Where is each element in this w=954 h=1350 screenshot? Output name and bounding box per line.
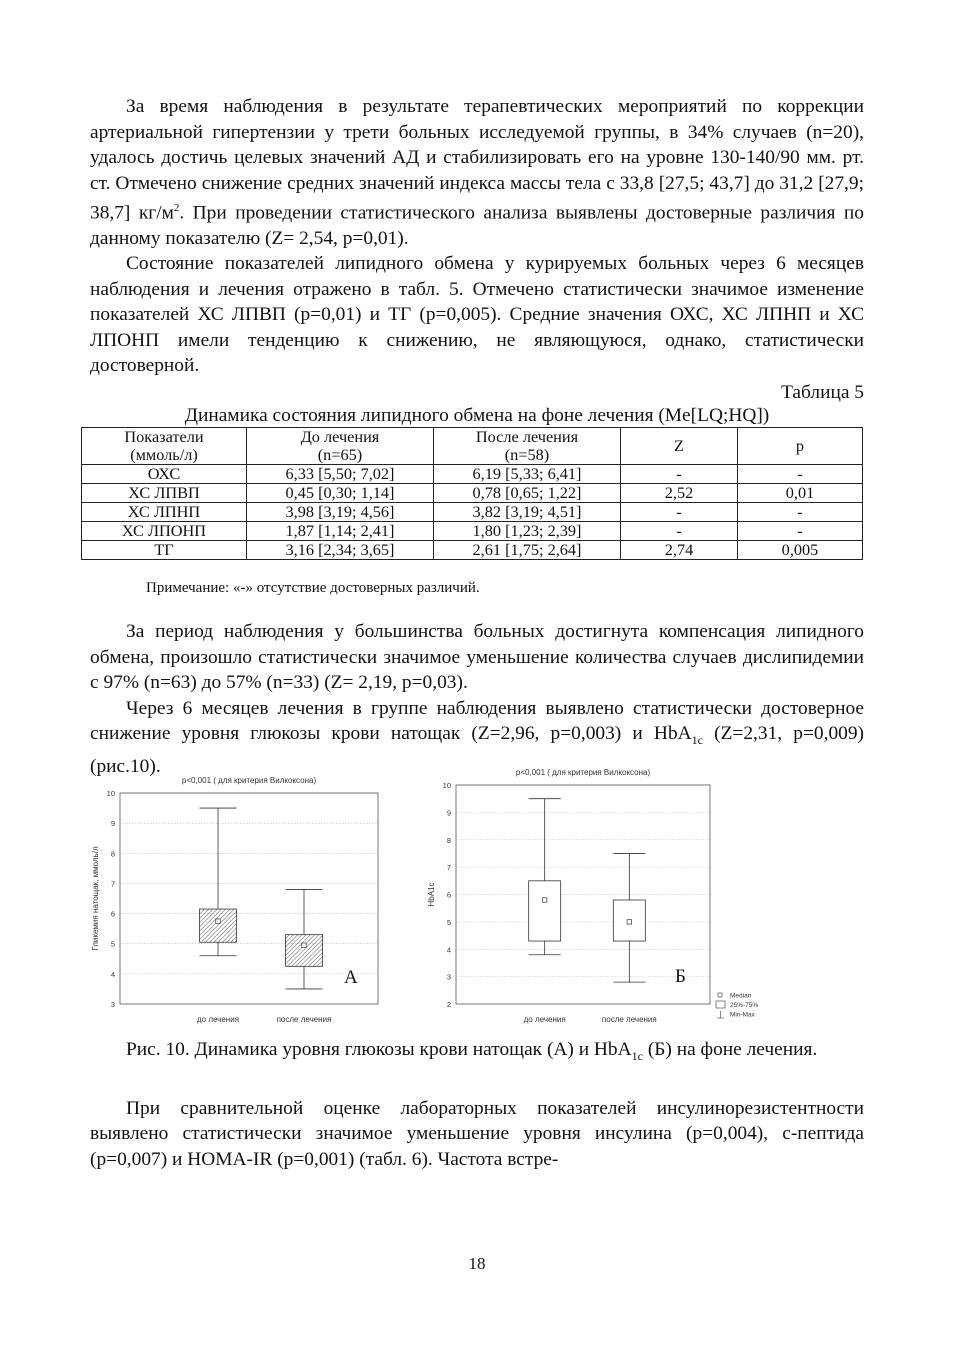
figure-10 [84,768,864,1037]
table-cell: 0,01 [738,483,863,502]
table-cell: ХС ЛПВП [82,483,247,502]
median-marker [302,943,306,947]
table-cell: 2,61 [1,75; 2,64] [434,540,621,559]
caption-text: Рис. 10. Динамика уровня глюкозы крови натощак (А) и HbA [126,1039,632,1061]
table-cell: - [621,502,738,521]
y-tick-label: 10 [106,789,115,799]
paragraph-lipids: Состояние показателей липидного обмена у курируемых больных через 6 месяцев наблюдения и лечения отражено в табл. 5. Отмечено статистически значимое изменение показателей ХС ЛПВП (p=0,01) и ТГ (p=0,005). Средние значения ОХС, ХС ЛПНП и ХС ЛПОНП имели тенденцию к снижению, не являющуюся, однако, статистически достоверной. [90,253,864,377]
header-after [434,427,621,464]
header-line: Показатели [124,426,204,446]
table-cell: 3,82 [3,19; 4,51] [434,502,621,521]
legend-label: 25%-75% [730,1002,759,1010]
table-cell: ОХС [82,464,247,483]
chart-title: p<0,001 ( для критерия Вилкоксона) [515,768,651,778]
table-cell: 3,98 [3,19; 4,56] [247,502,434,521]
iqr-box [200,909,237,942]
paragraph-insulin: При сравнительной оценке лабораторных показателей инсулинорезистентности выявлено статистически значимое уменьшение уровня инсулина (p=0,004), с-пептида (p=0,007) и HOMA-IR (p=0,001) (табл. 6). Частота встре- [90,1097,864,1170]
chart-glucose [84,776,394,1037]
y-tick-label: 4 [110,970,115,980]
table-cell: 1,87 [1,14; 2,41] [247,521,434,540]
y-tick-label: 7 [446,863,451,873]
table-row [82,464,863,483]
paragraph-text-tail: . При проведении статистического анализа выявлены достоверные различия по данному показателю (Z= 2,54, p=0,01). [90,202,864,249]
table-cell: 6,19 [5,33; 6,41] [434,464,621,483]
table-cell: - [621,464,738,483]
subscript: 1c [691,733,703,748]
median-marker [542,898,546,902]
table-row [82,521,863,540]
paragraph-dyslipidemia: За период наблюдения у большинства больных достигнута компенсация липидного обмена, произошло статистически значимое уменьшение количества случаев дислипидемии с 97% (n=63) до 57% (n=33) (Z= 2,19, p=0,03). [90,621,864,694]
plot-frame [120,793,378,1004]
table-cell: 3,16 [2,34; 3,65] [247,540,434,559]
header-line: (n=58) [504,444,550,464]
header-indicator [82,427,247,464]
y-tick-label: 2 [446,1000,451,1010]
y-tick-label: 3 [446,972,451,982]
chart-title: p<0,001 ( для критерия Вилкоксона) [181,776,317,786]
y-tick-label: 5 [110,940,115,950]
table-cell: ТГ [82,540,247,559]
figure-caption [90,1037,864,1069]
table-cell: ХС ЛПОНП [82,521,247,540]
y-tick-label: 6 [446,890,451,900]
superscript: 2 [173,202,180,214]
page-body [90,94,864,1172]
table-cell: - [738,464,863,483]
table-cell: ХС ЛПНП [82,502,247,521]
y-tick-label: 4 [446,945,451,955]
legend-median-marker [718,993,722,997]
x-tick-label: до лечения [523,1015,566,1025]
x-tick-label: после лечения [276,1015,332,1025]
table-cell: 0,45 [0,30; 1,14] [247,483,434,502]
table-note: Примечание: «-» отсутствие достоверных различий. [146,579,480,596]
paragraph-text: Через 6 месяцев лечения в группе наблюдения выявлено статистически достоверное снижение уровня глюкозы крови натощак (Z=2,96, p=0,003) и HbA [90,697,864,745]
y-tick-label: 9 [110,819,115,829]
table-cell: - [621,521,738,540]
panel-label: А [344,967,358,989]
table-header-row [82,427,863,464]
legend-box-marker [716,1001,725,1008]
paragraph-text-tail: (Z=2,31, p=0,009) (рис.10). [90,723,864,777]
panel-label: Б [675,966,686,988]
header-line: До лечения [300,426,380,446]
caption-text-tail: (Б) на фоне лечения. [642,1039,818,1061]
y-tick-label: 8 [446,836,451,846]
header-p: p [738,427,863,464]
y-tick-label: 5 [446,918,451,928]
table-cell: 1,80 [1,23; 2,39] [434,521,621,540]
lipid-table [81,427,863,560]
page-number: 18 [468,1254,486,1273]
chart-hba1c [420,768,860,1037]
header-line: После лечения [475,426,579,446]
y-tick-label: 8 [110,849,115,859]
header-line: (ммоль/л) [130,444,198,464]
table-cell: - [738,521,863,540]
table-cell: 6,33 [5,50; 7,02] [247,464,434,483]
y-tick-label: 9 [446,808,451,818]
table-cell: 0,005 [738,540,863,559]
y-tick-label: 7 [110,879,115,889]
table-row [82,483,863,502]
x-tick-label: до лечения [196,1015,240,1025]
iqr-box [286,935,323,967]
table-cell: 0,78 [0,65; 1,22] [434,483,621,502]
y-axis-label: HbA1c [427,882,436,907]
y-tick-label: 3 [110,1000,115,1010]
median-marker [216,919,220,923]
header-line: (n=65) [317,444,363,464]
header-before [247,427,434,464]
table-label: Таблица 5 [781,381,864,403]
subscript: 1c [631,1049,643,1064]
paragraph-glucose [90,696,864,779]
paragraph-text: За время наблюдения в результате терапевтических мероприятий по коррекции артериальной гипертензии у трети больных исследуемой группы, в 34% случаев (n=20), удалось достичь целевых значений АД и стабилизировать его на уровне 130-140/90 мм. рт. ст. Отмечено снижение средних значений индекса массы тела с 33,8 [27,5; 43,7] до 31,2 [27,9; 38,7] кг/м [90,96,864,224]
legend-label: Median [730,992,752,1000]
y-tick-label: 10 [442,781,451,791]
table-cell: 2,52 [621,483,738,502]
median-marker [627,920,631,924]
x-tick-label: после лечения [601,1015,657,1025]
y-tick-label: 6 [110,909,115,919]
iqr-box [529,881,561,941]
paragraph-bp-bmi [90,94,864,251]
table-row [82,502,863,521]
table-title: Динамика состояния липидного обмена на фоне лечения (Me[LQ;HQ]) [184,404,770,426]
table-cell: - [738,502,863,521]
table-row [82,540,863,559]
table-cell: 2,74 [621,540,738,559]
y-axis-label: Гликемия натощак, ммоль/л [91,846,100,951]
header-z: Z [621,427,738,464]
legend-label: Min-Max [730,1011,755,1019]
